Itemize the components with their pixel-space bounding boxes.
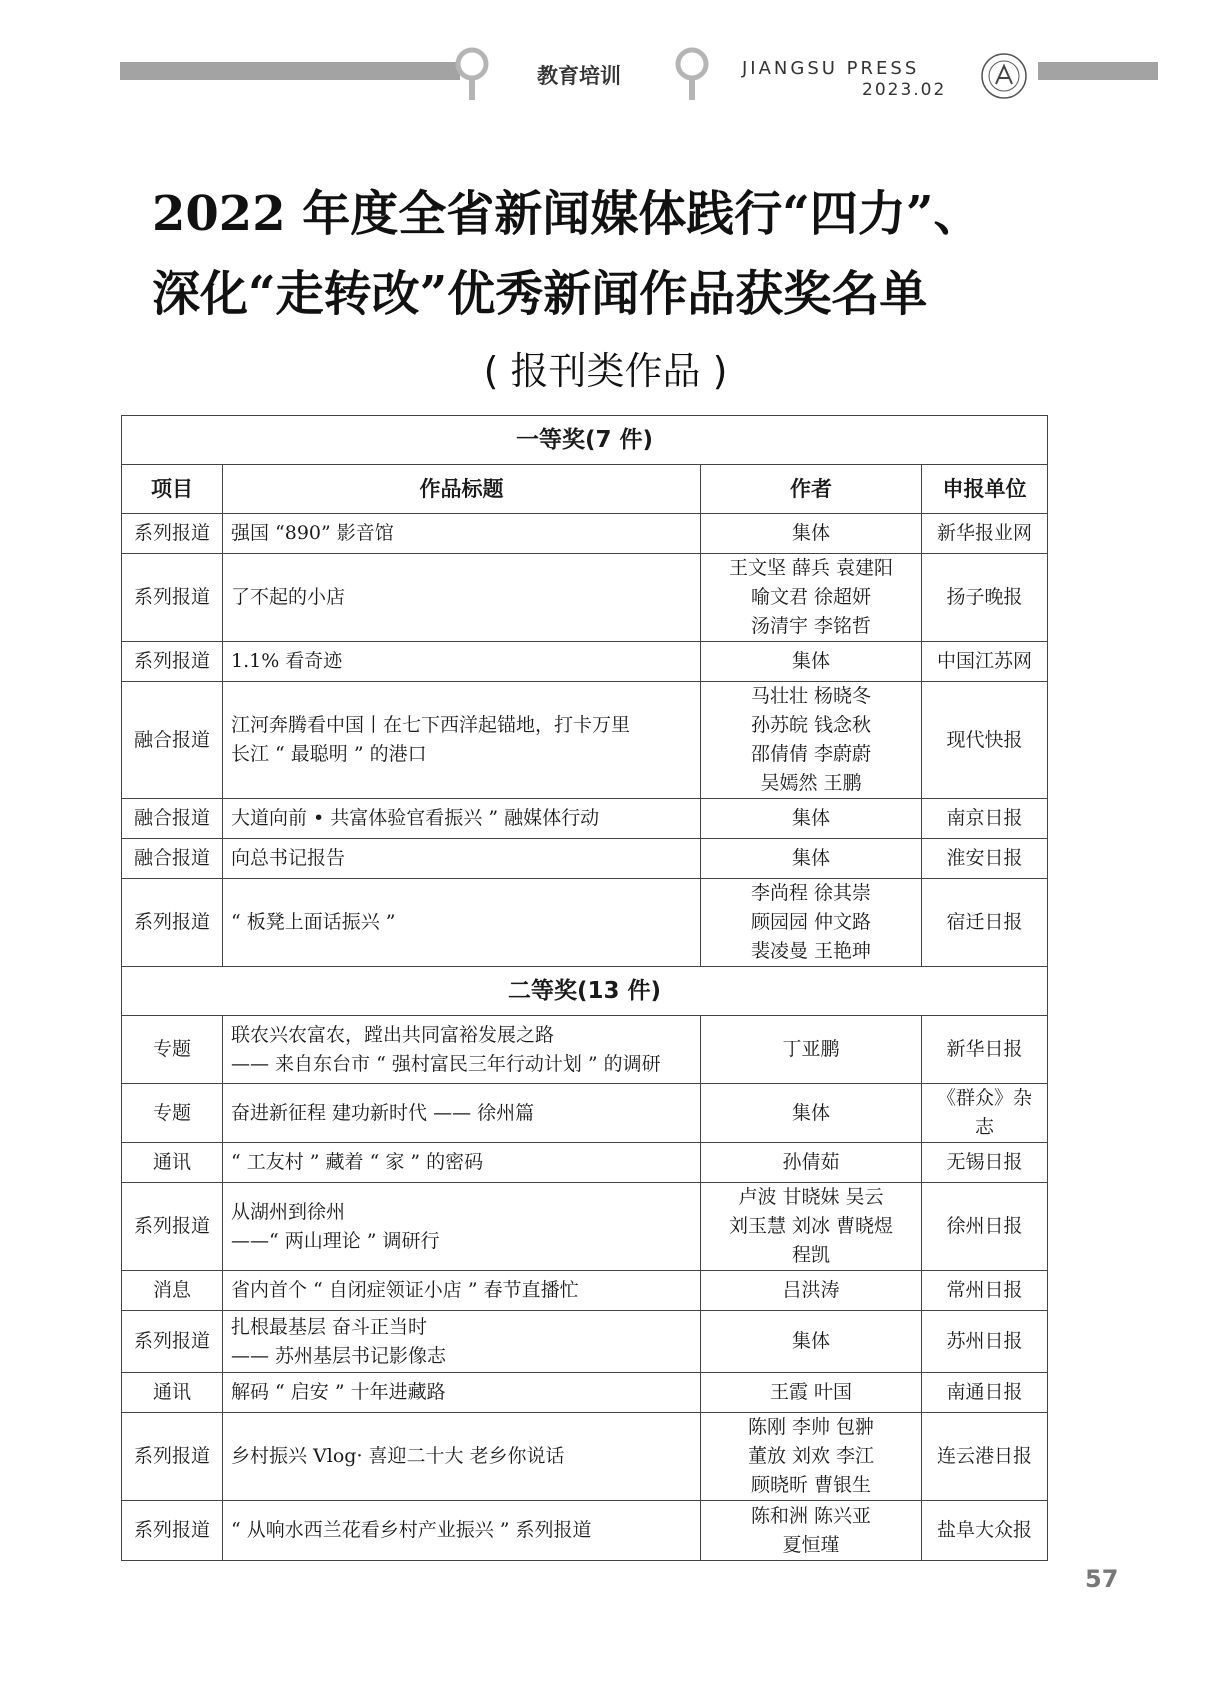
author-cell (701, 1271, 922, 1311)
work-title-line: ——“ 两山理论 ” 调研行 (231, 1229, 440, 1252)
work-title-cell (223, 514, 701, 554)
association-seal-icon (980, 48, 1028, 104)
work-title-cell (223, 1271, 701, 1311)
category-cell: 融合报道 (122, 682, 223, 799)
category-cell: 系列报道 (122, 879, 223, 967)
header-section-label: 教育培训 (537, 64, 621, 88)
category-cell: 系列报道 (122, 642, 223, 682)
category-cell: 系列报道 (122, 1413, 223, 1501)
unit-cell: 连云港日报 (922, 1413, 1048, 1501)
category-cell: 系列报道 (122, 554, 223, 642)
work-title-cell (223, 1016, 701, 1084)
author-cell (701, 799, 922, 839)
table-row (122, 682, 1048, 799)
pin-icon (452, 46, 492, 102)
award-section-label: 一等奖(7 件) (122, 416, 1048, 465)
work-title-line: 扎根最基层 奋斗正当时 (231, 1315, 428, 1338)
work-title-cell (223, 1413, 701, 1501)
author-line: 集体 (791, 1330, 830, 1352)
work-title-line: —— 苏州基层书记影像志 (231, 1344, 447, 1367)
author-line: 董放 刘欢 李江 (747, 1445, 875, 1467)
unit-cell: 盐阜大众报 (922, 1501, 1048, 1561)
work-title-line: 从湖州到徐州 (231, 1200, 346, 1223)
table-row (122, 1413, 1048, 1501)
author-line: 顾晓昕 曹银生 (750, 1474, 872, 1496)
table-row (122, 1501, 1048, 1561)
table-header-cell: 项目 (122, 465, 223, 514)
category-cell: 系列报道 (122, 1501, 223, 1561)
work-title-line: “ 工友村 ” 藏着 “ 家 ” 的密码 (231, 1151, 484, 1173)
unit-cell: 无锡日报 (922, 1143, 1048, 1183)
work-title-cell (223, 799, 701, 839)
work-title-line: 长江 “ 最聪明 ” 的港口 (231, 743, 427, 765)
author-cell (701, 554, 922, 642)
work-title-line: 解码 “ 启安 ” 十年进藏路 (231, 1381, 446, 1403)
author-line: 集体 (791, 522, 830, 544)
table-row (122, 1271, 1048, 1311)
category-cell: 通讯 (122, 1143, 223, 1183)
category-cell: 通讯 (122, 1373, 223, 1413)
table-row (122, 1084, 1048, 1143)
author-line: 丁亚鹏 (782, 1038, 840, 1060)
work-title-cell (223, 1373, 701, 1413)
author-cell (701, 514, 922, 554)
work-title-line: 1.1% 看奇迹 (231, 650, 343, 672)
category-cell: 系列报道 (122, 1183, 223, 1271)
header-press-name: JIANGSU PRESS (742, 58, 920, 79)
award-section-row (122, 967, 1048, 1016)
author-cell (701, 1373, 922, 1413)
category-cell: 融合报道 (122, 799, 223, 839)
work-title-cell (223, 1143, 701, 1183)
awards-table (121, 415, 1048, 1561)
work-title-cell (223, 839, 701, 879)
table-row (122, 1016, 1048, 1084)
work-title-cell (223, 682, 701, 799)
author-cell (701, 1183, 922, 1271)
work-title-cell (223, 1311, 701, 1373)
author-line: 集体 (791, 1101, 830, 1124)
work-title-cell (223, 1183, 701, 1271)
unit-cell: 苏州日报 (922, 1311, 1048, 1373)
unit-cell: 徐州日报 (922, 1183, 1048, 1271)
work-title-cell (223, 554, 701, 642)
author-line: 吕洪涛 (782, 1279, 840, 1301)
author-line: 卢波 甘晓妹 吴云 (738, 1186, 884, 1208)
unit-cell: 淮安日报 (922, 839, 1048, 879)
table-row (122, 1143, 1048, 1183)
table-row (122, 799, 1048, 839)
author-line: 王霞 叶国 (769, 1381, 853, 1403)
work-title-line: 江河奔腾看中国丨在七下西洋起锚地，打卡万里 (231, 714, 631, 736)
author-cell (701, 1311, 922, 1373)
author-line: 集体 (791, 650, 830, 672)
author-line: 孙苏皖 钱念秋 (750, 714, 872, 736)
header-issue: 2023.02 (862, 80, 947, 100)
author-cell (701, 879, 922, 967)
work-title-line: 强国 “890” 影音馆 (231, 522, 394, 544)
unit-cell: 扬子晚报 (922, 554, 1048, 642)
unit-cell: 中国江苏网 (922, 642, 1048, 682)
category-cell: 系列报道 (122, 1311, 223, 1373)
author-line: 孙倩茹 (782, 1151, 840, 1173)
table-header-row (122, 465, 1048, 514)
work-title-line: 联农兴农富农，蹚出共同富裕发展之路 (231, 1023, 555, 1046)
header-bar-left (120, 62, 460, 80)
work-title-line: 省内首个 “ 自闭症领证小店 ” 春节直播忙 (231, 1279, 579, 1301)
author-line: 集体 (791, 807, 830, 829)
author-cell (701, 642, 922, 682)
award-section-label: 二等奖(13 件) (122, 967, 1048, 1016)
table-row (122, 1311, 1048, 1373)
category-cell: 融合报道 (122, 839, 223, 879)
table-header-cell: 作品标题 (223, 465, 701, 514)
author-line: 刘玉慧 刘冰 曹晓煜 (728, 1215, 894, 1237)
pin-icon (672, 46, 712, 102)
work-title-line: —— 来自东台市 “ 强村富民三年行动计划 ” 的调研 (231, 1052, 661, 1075)
unit-cell: 南京日报 (922, 799, 1048, 839)
author-line: 陈刚 李帅 包翀 (747, 1416, 875, 1438)
author-line: 吴嫣然 王鹏 (760, 772, 862, 794)
work-title-cell (223, 642, 701, 682)
author-cell (701, 839, 922, 879)
author-line: 李尚程 徐其崇 (750, 882, 872, 904)
category-cell: 消息 (122, 1271, 223, 1311)
author-line: 马壮壮 杨晓冬 (750, 685, 872, 707)
unit-cell: 常州日报 (922, 1271, 1048, 1311)
author-cell (701, 1084, 922, 1143)
table-row (122, 514, 1048, 554)
work-title-line: 奋进新征程 建功新时代 —— 徐州篇 (231, 1101, 535, 1124)
table-row (122, 1183, 1048, 1271)
page-title-line-1: 2022 年度全省新闻媒体践行“四力”、 (152, 186, 982, 242)
work-title-line: “ 板凳上面话振兴 ” (231, 911, 396, 933)
author-line: 喻文君 徐超妍 (750, 586, 872, 608)
table-row (122, 642, 1048, 682)
author-cell (701, 1143, 922, 1183)
work-title-line: 向总书记报告 (231, 847, 346, 869)
author-cell (701, 1501, 922, 1561)
author-line: 王文坚 薛兵 袁建阳 (728, 557, 894, 579)
author-line: 裴凌曼 王艳珅 (750, 940, 872, 962)
unit-cell: 新华日报 (922, 1016, 1048, 1084)
page-subtitle: ( 报刊类作品 ) (483, 349, 728, 393)
author-cell (701, 1016, 922, 1084)
author-line: 程凯 (791, 1244, 830, 1266)
table-row (122, 1373, 1048, 1413)
unit-cell: 南通日报 (922, 1373, 1048, 1413)
author-line: 顾园园 仲文路 (750, 911, 872, 933)
unit-cell: 现代快报 (922, 682, 1048, 799)
table-row (122, 839, 1048, 879)
work-title-cell (223, 1084, 701, 1143)
category-cell: 系列报道 (122, 514, 223, 554)
award-section-row (122, 416, 1048, 465)
table-row (122, 879, 1048, 967)
category-cell: 专题 (122, 1016, 223, 1084)
page-number: 57 (1085, 1565, 1119, 1593)
author-line: 汤清宇 李铭哲 (750, 615, 872, 637)
work-title-line: 乡村振兴 Vlog· 喜迎二十大 老乡你说话 (231, 1445, 565, 1467)
work-title-line: 大道向前 • 共富体验官看振兴 ” 融媒体行动 (231, 807, 600, 829)
header-bar-right (1038, 62, 1158, 80)
unit-cell: 宿迁日报 (922, 879, 1048, 967)
unit-cell: 新华报业网 (922, 514, 1048, 554)
author-line: 夏恒瑾 (782, 1533, 840, 1556)
author-line: 陈和洲 陈兴亚 (750, 1504, 872, 1527)
work-title-line: 了不起的小店 (231, 586, 346, 608)
author-line: 邵倩倩 李蔚蔚 (750, 743, 872, 765)
author-cell (701, 682, 922, 799)
table-row (122, 554, 1048, 642)
table-header-cell: 申报单位 (922, 465, 1048, 514)
work-title-line: “ 从响水西兰花看乡村产业振兴 ” 系列报道 (231, 1519, 592, 1541)
page-title-line-2: 深化“走转改”优秀新闻作品获奖名单 (152, 266, 928, 322)
category-cell: 专题 (122, 1084, 223, 1143)
work-title-cell (223, 879, 701, 967)
author-line: 集体 (791, 847, 830, 869)
table-header-cell: 作者 (701, 465, 922, 514)
unit-cell: 《群众》杂志 (922, 1084, 1048, 1143)
work-title-cell (223, 1501, 701, 1561)
author-cell (701, 1413, 922, 1501)
